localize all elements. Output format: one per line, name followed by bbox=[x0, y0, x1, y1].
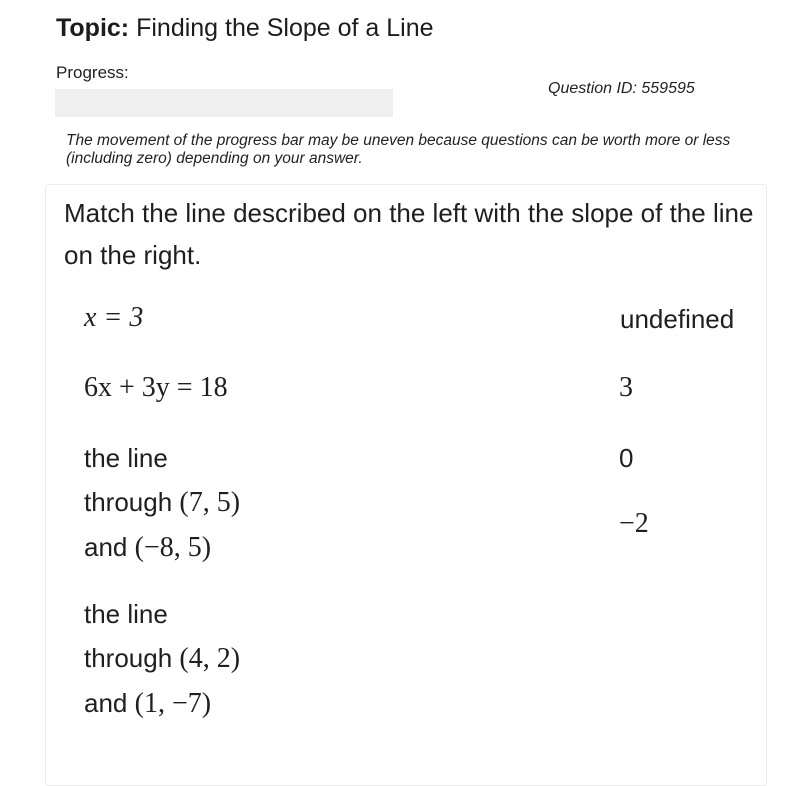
progress-label: Progress: bbox=[56, 63, 129, 82]
right-item-2[interactable]: 3 bbox=[619, 372, 633, 403]
left-item-1-math: x = 3 bbox=[84, 302, 144, 333]
progress-bar bbox=[55, 89, 393, 117]
progress-note: The movement of the progress bar may be uneven because questions can be worth more or less (including zero) depending on your answer. bbox=[66, 132, 731, 167]
left-item-4[interactable] bbox=[84, 592, 240, 726]
right-item-3[interactable]: 0 bbox=[619, 443, 634, 473]
left-item-2[interactable] bbox=[84, 372, 228, 404]
left-item-4-and: and bbox=[84, 688, 128, 718]
left-item-3-point1: (7, 5) bbox=[179, 487, 241, 518]
right-item-1[interactable]: undefined bbox=[620, 304, 735, 334]
left-item-3-through: through bbox=[84, 487, 173, 517]
left-item-1[interactable] bbox=[84, 302, 143, 334]
topic-title: Finding the Slope of a Line bbox=[136, 14, 434, 42]
question-id: Question ID: 559595 bbox=[548, 80, 695, 97]
left-item-3-line1: the line bbox=[84, 443, 168, 473]
left-item-4-point2: (1, −7) bbox=[134, 688, 212, 719]
question-prompt: Match the line described on the left with the slope of the line on the right. bbox=[64, 198, 754, 270]
topic-heading bbox=[56, 14, 434, 43]
left-item-3-point2: (−8, 5) bbox=[134, 532, 212, 563]
left-item-4-point1: (4, 2) bbox=[179, 643, 241, 674]
left-item-4-line1: the line bbox=[84, 599, 168, 629]
topic-label: Topic: bbox=[56, 14, 130, 42]
left-item-3[interactable] bbox=[84, 436, 240, 570]
left-item-3-and: and bbox=[84, 532, 128, 562]
right-item-4[interactable]: −2 bbox=[619, 508, 649, 539]
left-item-4-through: through bbox=[84, 643, 173, 673]
left-item-2-math: 6x + 3y = 18 bbox=[84, 372, 228, 403]
